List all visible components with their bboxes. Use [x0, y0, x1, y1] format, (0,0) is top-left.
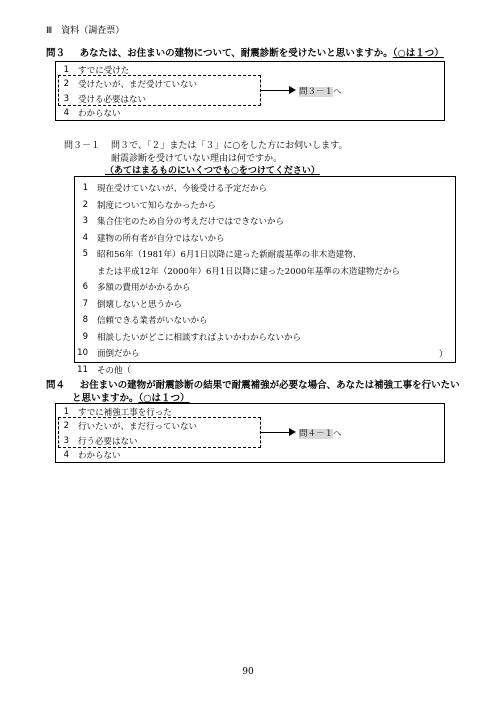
- q3-note: （○は１つ）: [392, 48, 444, 59]
- q4-arrow-line: [261, 432, 290, 433]
- q3-option-1[interactable]: 1 すでに受けた: [63, 65, 130, 76]
- q3-1-line2: 耐震診断を受けていない理由は何ですか。: [111, 154, 283, 164]
- section-header: Ⅲ 資料（調査票）: [46, 26, 125, 36]
- q3-1-option-9[interactable]: 9 相談したいがどこに相談すればよいかわからないから: [82, 331, 302, 343]
- q4-title-line1: [46, 377, 460, 391]
- q3-arrow-line: [261, 90, 290, 91]
- q3-jump-label: 問３－１へ: [299, 87, 342, 97]
- q4-title-line2: [72, 390, 190, 404]
- q3-1-option-1[interactable]: 1 現在受けていないが、今後受ける予定だから: [82, 183, 268, 195]
- q4-jump-label: 問４－１へ: [299, 429, 342, 439]
- q3-option-3[interactable]: 3 受ける必要はない: [63, 94, 147, 105]
- q3-1-option-4[interactable]: 4 建物の所有者が自分ではないから: [82, 232, 225, 244]
- q4-option-1[interactable]: 1 すでに補強工事を行った: [63, 407, 172, 418]
- q3-1-other-close-paren: ）: [439, 350, 448, 360]
- q4-label: 問４: [46, 380, 66, 391]
- q3-text: あなたは、お住まいの建物について、耐震診断を受けたいと思いますか。: [79, 48, 393, 59]
- q4-option-4[interactable]: 4 わからない: [63, 450, 121, 461]
- q3-1-label: 問３－１: [64, 141, 101, 151]
- q3-1-option-7[interactable]: 7 倒壊しないと思うから: [82, 298, 183, 310]
- q3-1-options-box: [74, 176, 456, 376]
- q3-title: [46, 45, 444, 59]
- page-number: 90: [242, 667, 254, 677]
- q4-text-2: と思いますか。: [72, 393, 139, 404]
- q3-1-line3: （あてはまるものにいくつでも○をつけてください）: [105, 166, 320, 176]
- q4-option-3[interactable]: 3 行う必要はない: [63, 436, 138, 447]
- q4-jump-target: 問４－１: [299, 429, 334, 439]
- q3-option-2[interactable]: 2 受けたいが、まだ受けていない: [63, 79, 198, 90]
- q3-jump-target: 問３－１: [299, 87, 334, 97]
- q3-1-option-5[interactable]: 5 昭和56年（1981年）6月1日以降に建った新耐震基準の非木造建物、: [82, 249, 362, 261]
- q3-1-option-5-cont: または平成12年（2000年）6月1日以降に建った2000年基準の木造建物だから: [97, 266, 400, 277]
- q4-dashed-group: [58, 417, 261, 448]
- q4-note: （○は１つ）: [138, 393, 190, 404]
- q3-label: 問３: [46, 48, 66, 59]
- q3-1-option-2[interactable]: 2 制度について知らなかったから: [82, 199, 216, 211]
- q3-option-4[interactable]: 4 わからない: [63, 108, 121, 119]
- q4-option-2[interactable]: 2 行いたいが、まだ行っていない: [63, 421, 198, 432]
- q4-text-1: お住まいの建物が耐震診断の結果で耐震補強が必要な場合、あなたは補強工事を行いたい: [79, 380, 460, 391]
- q3-1-option-8[interactable]: 8 信頼できる業者がいないから: [82, 315, 208, 327]
- q3-1-option-6[interactable]: 6 多額の費用がかかるから: [82, 282, 191, 294]
- q3-1-option-3[interactable]: 3 集合住宅のため自分の考えだけではできないから: [82, 216, 285, 228]
- q3-1-option-11[interactable]: 11 その他（: [77, 364, 132, 376]
- q3-arrowhead-icon: [289, 86, 296, 94]
- q3-dashed-group: [58, 75, 261, 106]
- q3-1-option-10[interactable]: 10 面倒だから: [77, 348, 140, 360]
- q4-arrowhead-icon: [289, 428, 296, 436]
- q3-1-line1: 問３で、「２」または「３」に○をした方にお伺いします。: [111, 141, 348, 151]
